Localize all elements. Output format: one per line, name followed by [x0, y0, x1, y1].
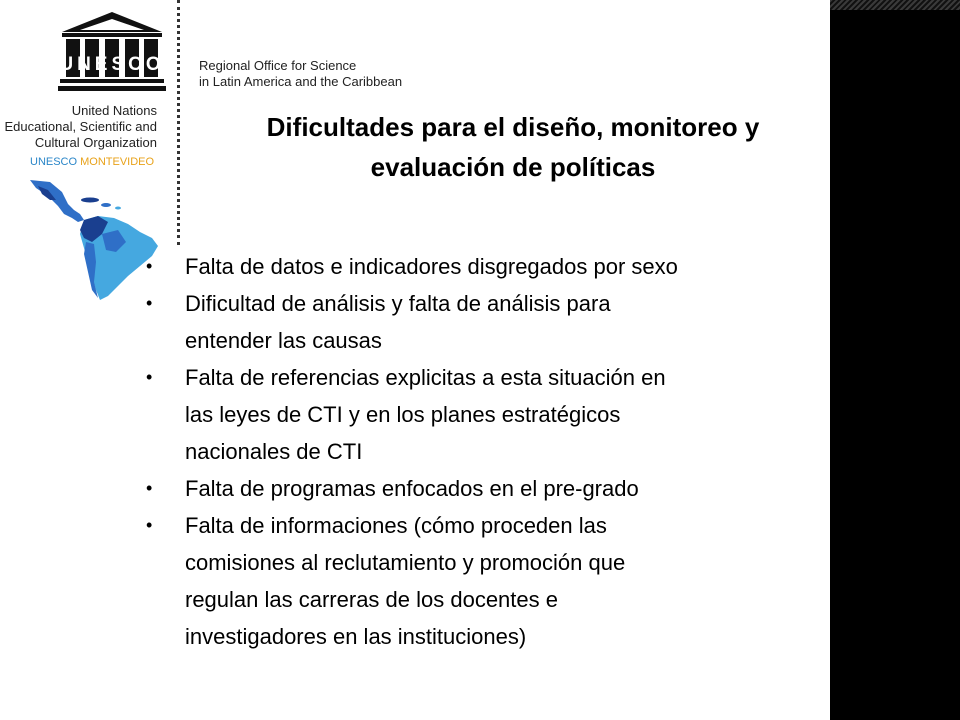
bullet-item — [146, 470, 830, 507]
bullet-item — [146, 359, 830, 470]
bullet-text-line: nacionales de CTI — [185, 439, 363, 464]
organization-line: Educational, Scientific and — [4, 119, 157, 134]
bullet-text-line: comisiones al reclutamiento y promoción que — [185, 550, 626, 575]
bullet-item — [146, 285, 830, 359]
tag-org: UNESCO — [30, 156, 78, 168]
office-line: in Latin America and the Caribbean — [199, 74, 403, 89]
dotted-divider — [177, 0, 180, 245]
side-panel — [830, 0, 960, 720]
organization-name — [0, 103, 157, 151]
bullet-text-line: las leyes de CTI y en los planes estratégicos — [185, 402, 621, 427]
bullet-text-line: entender las causas — [185, 328, 382, 353]
bullet-text-line: regulan las carreras de los docentes e — [185, 587, 558, 612]
title-line: evaluación de políticas — [370, 152, 656, 182]
bullet-dot-icon: • — [146, 293, 153, 313]
unesco-montevideo-tag — [30, 156, 154, 169]
bullet-dot-icon: • — [146, 515, 153, 535]
bullet-dot-icon: • — [146, 367, 153, 387]
tag-city: MONTEVIDEO — [80, 156, 155, 168]
unesco-temple-logo — [58, 10, 166, 94]
slide-title — [195, 107, 831, 187]
side-panel-stripe — [830, 0, 960, 10]
bullet-item — [146, 248, 830, 285]
organization-line: Cultural Organization — [34, 135, 157, 150]
organization-line: United Nations — [71, 103, 157, 118]
bullet-text-line: Falta de programas enfocados en el pre-grado — [185, 476, 639, 501]
office-line: Regional Office for Science — [199, 58, 357, 73]
bullet-text-line: investigadores en las instituciones) — [185, 624, 527, 649]
bullet-text-line: Falta de referencias explicitas a esta situación en — [185, 365, 666, 390]
bullet-item — [146, 507, 830, 655]
regional-office-name — [199, 58, 402, 90]
bullet-text-line: Falta de informaciones (cómo proceden las — [185, 513, 607, 538]
bullet-text-line: Falta de datos e indicadores disgregados por sexo — [185, 254, 678, 279]
title-line: Dificultades para el diseño, monitoreo y — [266, 112, 760, 142]
bullet-list — [146, 248, 830, 655]
logo-wordmark: UNESCO — [59, 54, 165, 75]
bullet-dot-icon: • — [146, 256, 153, 276]
bullet-dot-icon: • — [146, 478, 153, 498]
bullet-text-line: Dificultad de análisis y falta de análisis para — [185, 291, 611, 316]
